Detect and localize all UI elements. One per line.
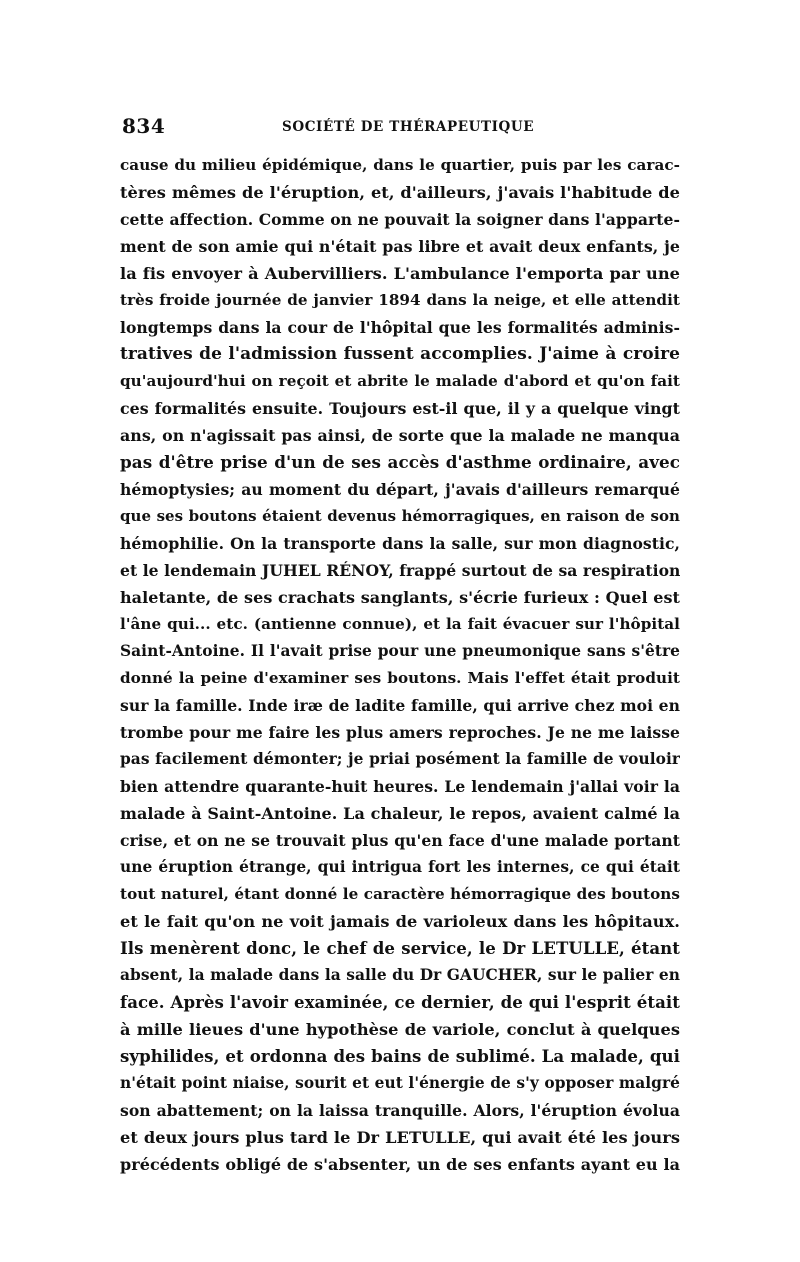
text-line: que ses boutons étaient devenus hémorragiques, en raison de son [120,507,680,525]
text-line: pas facilement démonter; je priai posément la famille de vouloir [120,750,680,768]
text-line: donné la peine d'examiner ses boutons. Mais l'effet était produit [120,669,680,687]
text-line: et deux jours plus tard le Dr LETULLE, qui avait été les jours [120,1128,680,1147]
text-line: hémophilie. On la transporte dans la salle, sur mon diagnostic, [120,534,680,553]
text-line: son abattement; on la laissa tranquille. Alors, l'éruption évolua [120,1101,680,1120]
text-line: crise, et on ne se trouvait plus qu'en face d'une malade portant [120,831,680,850]
text-line: qu'aujourd'hui on reçoit et abrite le malade d'abord et qu'on fait [120,372,680,390]
page-number: 834 [122,114,166,138]
text-line: à mille lieues d'une hypothèse de variole, conclut à quelques [120,1020,680,1039]
text-line: la fis envoyer à Aubervilliers. L'ambulance l'emporta par une [120,264,680,283]
text-line: hémoptysies; au moment du départ, j'avais d'ailleurs remarqué [120,480,680,499]
text-line: pas d'être prise d'un de ses accès d'asthme ordinaire, avec [120,452,680,472]
text-line: tères mêmes de l'éruption, et, d'ailleurs, j'avais l'habitude de [120,183,680,202]
text-line: n'était point niaise, sourit et eut l'énergie de s'y opposer malgré [120,1074,680,1092]
text-line: l'âne qui... etc. (antienne connue), et la fait évacuer sur l'hôpital [120,615,680,633]
text-line: Saint-Antoine. Il l'avait prise pour une pneumonique sans s'être [120,642,680,660]
text-line: cause du milieu épidémique, dans le quartier, puis par les carac- [120,156,680,174]
text-line: sur la famille. Inde iræ de ladite famille, qui arrive chez moi en [120,696,680,715]
running-head [120,114,680,140]
text-line: tout naturel, étant donné le caractère hémorragique des boutons [120,885,680,903]
text-line: ans, on n'agissait pas ainsi, de sorte que la malade ne manqua [120,426,680,445]
text-line: cette affection. Comme on ne pouvait la soigner dans l'apparte- [120,210,680,229]
text-line: bien attendre quarante-huit heures. Le lendemain j'allai voir la [120,777,680,796]
text-line: haletante, de ses crachats sanglants, s'écrie furieux : Quel est [120,588,680,607]
text-line: absent, la malade dans la salle du Dr GAUCHER, sur le palier en [120,966,680,984]
text-line: face. Après l'avoir examinée, ce dernier, de qui l'esprit était [120,992,680,1012]
body-text [120,152,680,1178]
text-line: une éruption étrange, qui intrigua fort les internes, ce qui était [120,858,680,876]
text-line: et le fait qu'on ne voit jamais de varioleux dans les hôpitaux. [120,912,680,931]
text-line: malade à Saint-Antoine. La chaleur, le repos, avaient calmé la [120,804,680,823]
text-line: très froide journée de janvier 1894 dans la neige, et elle attendit [120,291,680,309]
text-line: ment de son amie qui n'était pas libre et avait deux enfants, je [120,237,680,256]
running-title: SOCIÉTÉ DE THÉRAPEUTIQUE [282,119,535,135]
text-line: syphilides, et ordonna des bains de sublimé. La malade, qui [120,1046,680,1066]
text-line: et le lendemain JUHEL RÉNOY, frappé surtout de sa respiration [120,561,680,580]
text-line: longtemps dans la cour de l'hôpital que les formalités adminis- [120,318,680,337]
text-line: ces formalités ensuite. Toujours est-il que, il y a quelque vingt [120,399,680,418]
text-line: précédents obligé de s'absenter, un de ses enfants ayant eu la [120,1155,680,1174]
text-line: trombe pour me faire les plus amers reproches. Je ne me laisse [120,723,680,742]
text-line: tratives de l'admission fussent accomplies. J'aime à croire [120,344,680,364]
text-line: Ils menèrent donc, le chef de service, le Dr LETULLE, étant [120,938,680,958]
